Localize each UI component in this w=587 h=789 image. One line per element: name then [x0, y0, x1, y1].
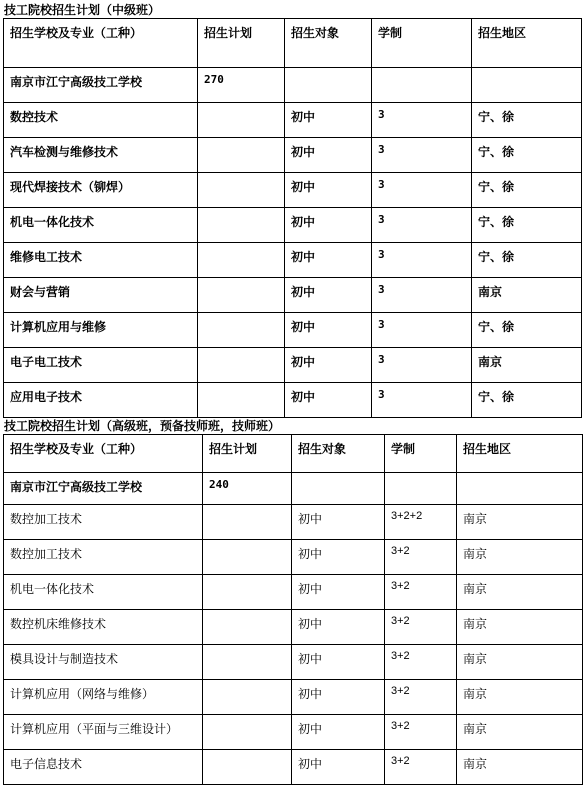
major-name: 数控加工技术	[4, 540, 203, 575]
major-name: 计算机应用与维修	[4, 313, 198, 348]
years-value: 3+2	[385, 715, 457, 750]
table-row	[4, 103, 582, 138]
major-name: 财会与营销	[4, 278, 198, 313]
column-header-school-major: 招生学校及专业（工种）	[4, 19, 198, 68]
enrollment-table-advanced	[3, 434, 583, 785]
plan-value	[203, 505, 292, 540]
plan-value	[198, 173, 285, 208]
plan-value	[198, 138, 285, 173]
years-value: 3+2	[385, 575, 457, 610]
table-row	[4, 645, 583, 680]
column-header-years: 学制	[372, 19, 472, 68]
enrollment-table-intermediate	[3, 18, 582, 418]
empty-cell	[292, 473, 385, 505]
empty-cell	[457, 473, 583, 505]
table-row	[4, 138, 582, 173]
region-value: 南京	[457, 645, 583, 680]
target-value: 初中	[292, 645, 385, 680]
target-value: 初中	[292, 680, 385, 715]
table-row	[4, 383, 582, 418]
major-name: 计算机应用（网络与维修）	[4, 680, 203, 715]
years-value: 3+2	[385, 540, 457, 575]
years-value: 3+2	[385, 610, 457, 645]
plan-value	[203, 610, 292, 645]
table-row	[4, 610, 583, 645]
region-value: 宁、徐	[472, 243, 582, 278]
region-value: 南京	[457, 715, 583, 750]
empty-cell	[385, 473, 457, 505]
table-row	[4, 348, 582, 383]
table-row	[4, 715, 583, 750]
school-row	[4, 473, 583, 505]
target-value: 初中	[292, 540, 385, 575]
years-value: 3	[372, 138, 472, 173]
region-value: 宁、徐	[472, 173, 582, 208]
table-row	[4, 208, 582, 243]
years-value: 3	[372, 278, 472, 313]
column-header-region: 招生地区	[457, 435, 583, 473]
column-header-plan: 招生计划	[203, 435, 292, 473]
target-value: 初中	[292, 505, 385, 540]
years-value: 3	[372, 313, 472, 348]
region-value: 南京	[457, 575, 583, 610]
target-value: 初中	[285, 348, 372, 383]
target-value: 初中	[285, 103, 372, 138]
region-value: 宁、徐	[472, 313, 582, 348]
region-value: 南京	[457, 610, 583, 645]
major-name: 电子信息技术	[4, 750, 203, 785]
section2-title: 技工院校招生计划（高级班，预备技师班，技师班）	[4, 419, 281, 433]
empty-cell	[285, 68, 372, 103]
table-row	[4, 575, 583, 610]
major-name: 模具设计与制造技术	[4, 645, 203, 680]
major-name: 数控加工技术	[4, 505, 203, 540]
region-value: 宁、徐	[472, 103, 582, 138]
plan-value	[203, 680, 292, 715]
region-value: 南京	[472, 348, 582, 383]
school-plan: 270	[198, 68, 285, 103]
plan-value	[198, 103, 285, 138]
region-value: 南京	[472, 278, 582, 313]
region-value: 南京	[457, 750, 583, 785]
years-value: 3	[372, 348, 472, 383]
years-value: 3+2	[385, 680, 457, 715]
major-name: 机电一体化技术	[4, 575, 203, 610]
region-value: 南京	[457, 505, 583, 540]
plan-value	[203, 575, 292, 610]
years-value: 3+2	[385, 645, 457, 680]
section1-title: 技工院校招生计划（中级班）	[4, 3, 161, 17]
target-value: 初中	[292, 715, 385, 750]
major-name: 应用电子技术	[4, 383, 198, 418]
region-value: 宁、徐	[472, 138, 582, 173]
plan-value	[198, 243, 285, 278]
region-value: 南京	[457, 680, 583, 715]
school-row	[4, 68, 582, 103]
school-name: 南京市江宁高级技工学校	[4, 68, 198, 103]
table-row	[4, 313, 582, 348]
years-value: 3	[372, 383, 472, 418]
table-row	[4, 540, 583, 575]
header-row	[4, 19, 582, 68]
table-row	[4, 173, 582, 208]
major-name: 现代焊接技术（铆焊）	[4, 173, 198, 208]
major-name: 电子电工技术	[4, 348, 198, 383]
plan-value	[203, 645, 292, 680]
major-name: 机电一体化技术	[4, 208, 198, 243]
target-value: 初中	[292, 750, 385, 785]
table-row	[4, 680, 583, 715]
target-value: 初中	[285, 243, 372, 278]
column-header-target: 招生对象	[285, 19, 372, 68]
plan-value	[198, 383, 285, 418]
major-name: 计算机应用（平面与三维设计）	[4, 715, 203, 750]
years-value: 3+2	[385, 750, 457, 785]
major-name: 维修电工技术	[4, 243, 198, 278]
years-value: 3	[372, 103, 472, 138]
column-header-plan: 招生计划	[198, 19, 285, 68]
region-value: 宁、徐	[472, 383, 582, 418]
table-row	[4, 278, 582, 313]
plan-value	[203, 750, 292, 785]
target-value: 初中	[292, 575, 385, 610]
region-value: 南京	[457, 540, 583, 575]
empty-cell	[372, 68, 472, 103]
header-row	[4, 435, 583, 473]
plan-value	[198, 348, 285, 383]
major-name: 汽车检测与维修技术	[4, 138, 198, 173]
major-name: 数控技术	[4, 103, 198, 138]
empty-cell	[472, 68, 582, 103]
target-value: 初中	[292, 610, 385, 645]
region-value: 宁、徐	[472, 208, 582, 243]
column-header-target: 招生对象	[292, 435, 385, 473]
years-value: 3+2+2	[385, 505, 457, 540]
plan-value	[198, 278, 285, 313]
target-value: 初中	[285, 208, 372, 243]
column-header-years: 学制	[385, 435, 457, 473]
target-value: 初中	[285, 138, 372, 173]
target-value: 初中	[285, 313, 372, 348]
plan-value	[198, 208, 285, 243]
column-header-school-major: 招生学校及专业（工种）	[4, 435, 203, 473]
major-name: 数控机床维修技术	[4, 610, 203, 645]
school-plan: 240	[203, 473, 292, 505]
school-name: 南京市江宁高级技工学校	[4, 473, 203, 505]
target-value: 初中	[285, 278, 372, 313]
target-value: 初中	[285, 173, 372, 208]
years-value: 3	[372, 173, 472, 208]
table-row	[4, 505, 583, 540]
plan-value	[198, 313, 285, 348]
plan-value	[203, 715, 292, 750]
years-value: 3	[372, 208, 472, 243]
column-header-region: 招生地区	[472, 19, 582, 68]
plan-value	[203, 540, 292, 575]
years-value: 3	[372, 243, 472, 278]
target-value: 初中	[285, 383, 372, 418]
table-row	[4, 750, 583, 785]
table-row	[4, 243, 582, 278]
